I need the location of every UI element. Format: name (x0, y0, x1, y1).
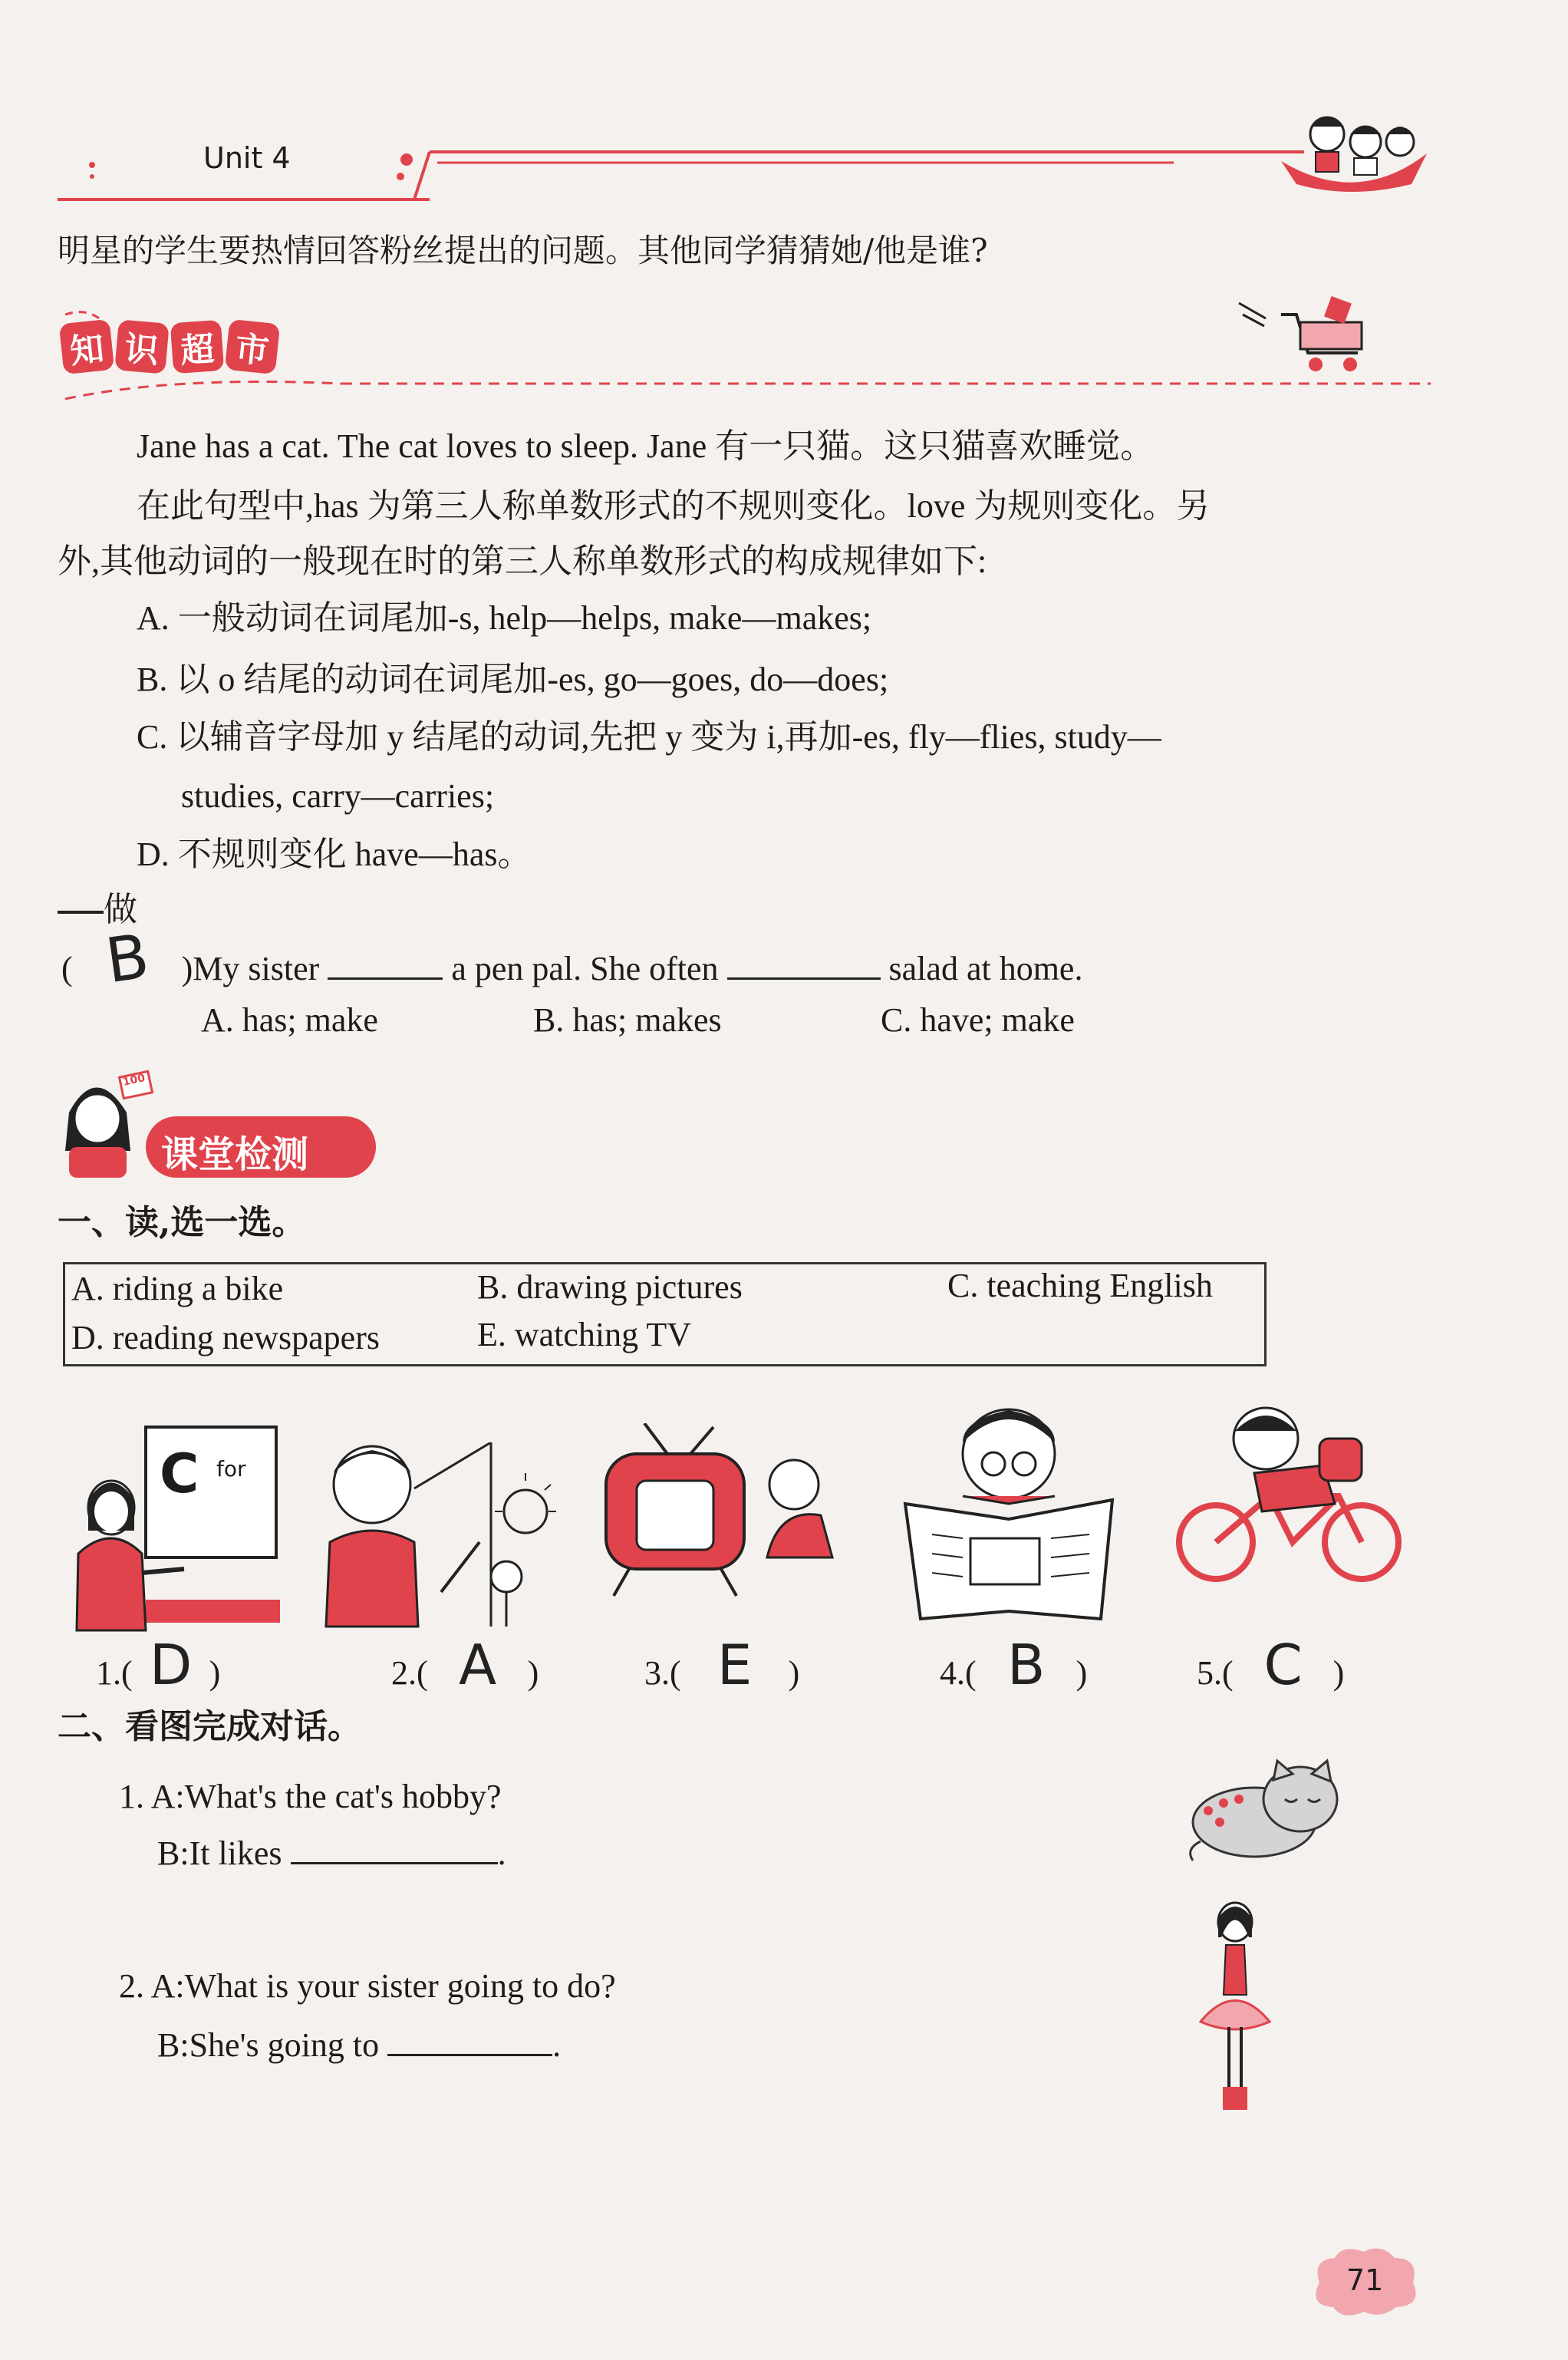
answer-3-open: 3.( (644, 1654, 681, 1692)
banner-char-1: 知 (59, 319, 115, 375)
answer-5 (1197, 1633, 1345, 1697)
board-word-for: for (216, 1456, 246, 1482)
boy-reading-newspaper-illustration (901, 1404, 1116, 1627)
q2-line-b (157, 2025, 561, 2066)
q1-b-text: B:It likes (157, 1834, 282, 1872)
intro-line: 明星的学生要热情回答粉丝提出的问题。其他同学猜猜她/他是谁? (58, 232, 988, 269)
practice-option-b[interactable]: B. has; makes (533, 1001, 722, 1039)
q1-line-a: 1. A:What's the cat's hobby? (119, 1778, 502, 1815)
knowledge-example: Jane has a cat. The cat loves to sleep. Jane 有一只猫。这只猫喜欢睡觉。 (137, 427, 1155, 465)
knowledge-explain-2: 外,其他动词的一般现在时的第三人称单数形式的构成规律如下: (58, 542, 987, 580)
classroom-check-title: 课堂检测 (161, 1133, 309, 1176)
answer-4 (940, 1633, 1088, 1697)
answer-1-handwritten[interactable]: D (149, 1633, 193, 1697)
answer-2-close: ) (527, 1654, 539, 1692)
banner-dashed-border (58, 303, 1438, 410)
practice-blank-2[interactable] (727, 954, 881, 980)
practice-q-part3: salad at home. (888, 950, 1083, 987)
boy-riding-bike-illustration (1170, 1404, 1408, 1584)
practice-dash (58, 911, 104, 914)
practice-label-text: 做 (104, 890, 137, 929)
practice-option-c[interactable]: C. have; make (881, 1001, 1075, 1039)
unit-label: Unit 4 (203, 141, 291, 175)
answer-1-close: ) (209, 1654, 221, 1692)
answer-4-open: 4.( (940, 1654, 977, 1692)
banner-char-2: 识 (114, 319, 170, 374)
q2-period: . (552, 2026, 562, 2064)
answer-1 (96, 1633, 221, 1697)
classroom-check-banner (146, 1116, 376, 1178)
knowledge-rule-d: D. 不规则变化 have—has。 (137, 836, 532, 873)
option-b: B. drawing pictures (477, 1268, 743, 1306)
answer-1-open: 1.( (96, 1654, 133, 1692)
practice-answer-handwritten[interactable]: B (100, 920, 153, 997)
boy-drawing-illustration (315, 1442, 560, 1634)
practice-blank-1[interactable] (328, 954, 443, 980)
shopping-cart-icon (1235, 288, 1373, 380)
knowledge-rule-c1: C. 以辅音字母加 y 结尾的动词,先把 y 变为 i,再加-es, fly—flies, study— (137, 718, 1161, 756)
answer-4-close: ) (1076, 1654, 1088, 1692)
option-c: C. teaching English (947, 1267, 1213, 1304)
page-number: 71 (1346, 2263, 1384, 2297)
q2-b-text: B:She's going to (157, 2026, 380, 2064)
answer-5-open: 5.( (1197, 1654, 1234, 1692)
answer-2 (391, 1633, 539, 1697)
answer-3-handwritten[interactable]: E (716, 1633, 753, 1697)
q2-line-a: 2. A:What is your sister going to do? (119, 1967, 616, 2005)
tv-and-baby-illustration (598, 1423, 844, 1600)
section2-title: 二、看图完成对话。 (58, 1707, 361, 1746)
ballerina-illustration (1189, 1895, 1281, 2118)
section1-option-box (63, 1262, 1267, 1366)
option-e: E. watching TV (477, 1316, 692, 1353)
answer-5-handwritten[interactable]: C (1263, 1633, 1303, 1697)
q2-blank[interactable] (387, 2031, 552, 2056)
option-a: A. riding a bike (71, 1270, 284, 1307)
q1-blank[interactable] (291, 1839, 498, 1864)
score-badge: 100 (121, 1072, 147, 1089)
answer-4-handwritten[interactable]: B (1006, 1633, 1046, 1697)
knowledge-rule-b: B. 以 o 结尾的动词在词尾加-es, go—goes, do—does; (137, 661, 889, 698)
practice-q-part2: a pen pal. She often (451, 950, 719, 987)
q1-line-b (157, 1834, 506, 1874)
banner-char-3: 超 (170, 320, 224, 374)
answer-5-close: ) (1332, 1654, 1345, 1692)
answer-2-open: 2.( (391, 1654, 428, 1692)
knowledge-rule-a: A. 一般动词在词尾加-s, help—helps, make—makes; (137, 599, 872, 637)
sleeping-cat-illustration (1185, 1757, 1346, 1864)
option-d: D. reading newspapers (71, 1319, 380, 1356)
answer-2-handwritten[interactable]: A (459, 1633, 497, 1697)
kids-on-boat-illustration (1273, 100, 1442, 199)
board-letter-c: C (160, 1442, 199, 1505)
knowledge-rule-c2: studies, carry—carries; (181, 777, 495, 815)
practice-bracket: ( (61, 950, 73, 987)
answer-3-close: ) (788, 1654, 800, 1692)
practice-option-a[interactable]: A. has; make (201, 1001, 378, 1039)
answer-3 (644, 1633, 800, 1697)
practice-question (61, 920, 1083, 997)
practice-q-part1: )My sister (181, 950, 320, 987)
banner-char-4: 市 (225, 319, 281, 375)
q1-period: . (497, 1834, 506, 1872)
section1-title: 一、读,选一选。 (58, 1203, 306, 1242)
knowledge-explain-1: 在此句型中,has 为第三人称单数形式的不规则变化。love 为规则变化。另 (137, 487, 1211, 525)
